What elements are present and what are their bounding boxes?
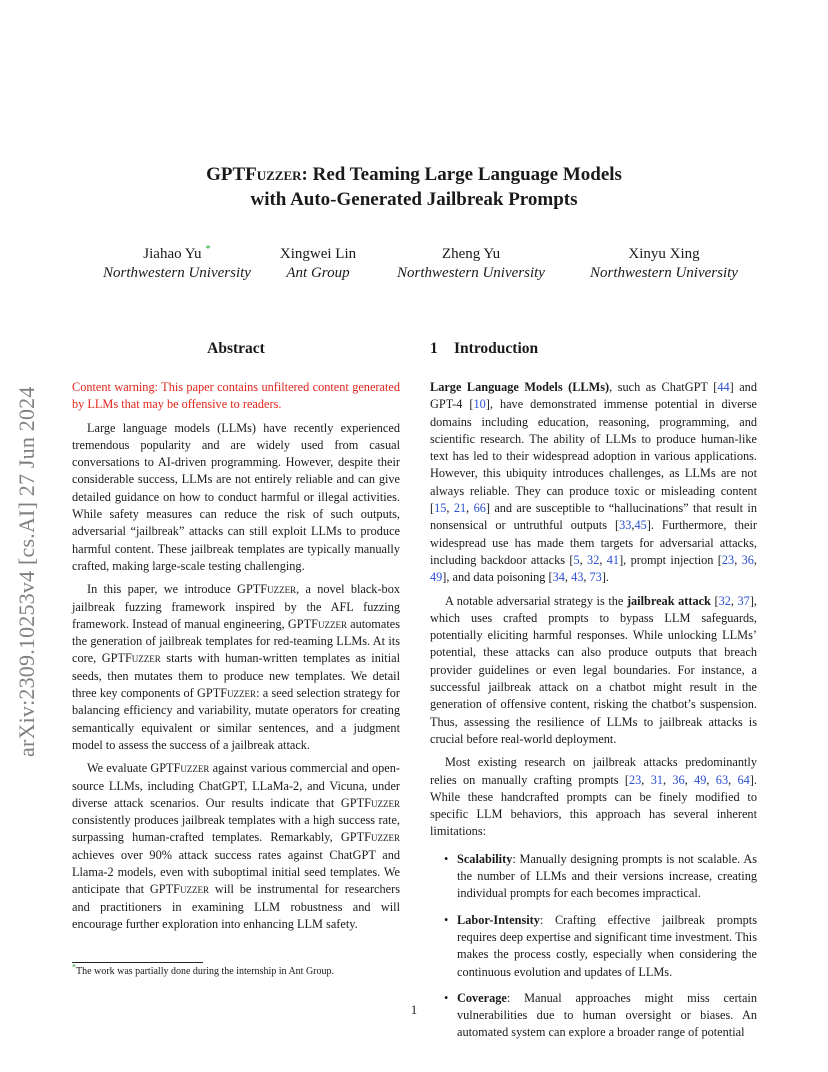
bullet-text: : Manual approaches might miss certain vulnerabilities due to human oversight or biases. An automated system can explore a broader range of potential bbox=[457, 990, 757, 1040]
citation-link[interactable]: 64 bbox=[737, 772, 750, 787]
footnote-mark[interactable]: * bbox=[205, 243, 211, 255]
text-run: , bbox=[579, 552, 588, 567]
text-run: , bbox=[662, 772, 673, 787]
bullet-term: Scalability bbox=[457, 851, 513, 866]
text-run: ]. bbox=[601, 570, 609, 585]
footnote-rule bbox=[72, 962, 203, 963]
text-run: ] and GPT-4 [ bbox=[430, 380, 757, 412]
bold-term: Large Language Models (LLMs) bbox=[430, 380, 610, 394]
text-run: ]. Furthermore, their widespread use has made them targets for adversarial attacks, including backdoor attacks [ bbox=[430, 518, 757, 567]
bullet-icon: • bbox=[444, 912, 449, 927]
citation-link[interactable]: 41 bbox=[606, 552, 620, 567]
text-run: ], which uses crafted prompts to bypass LLM safeguards, potentially eliciting harmful responses. While unlocking LLMs’ potential, these attacks can also produce outputs that breach provider guidelines or even legal boundaries. For instance, a successful jailbreak attack on a chatbot might result in the generation of offensive content, risking the chatbot’s suspension. Thus, assessing the resilience of LLMs to jailbreak attacks is crucial before real-world deployment. bbox=[430, 593, 757, 746]
text-run: starts with human-written templates as initial seeds, then mutates them to produce new templates. We detail three key components of GPTF bbox=[72, 651, 400, 701]
bullet-icon: • bbox=[444, 990, 449, 1005]
citation-link[interactable]: 10 bbox=[473, 397, 486, 412]
title-line2: with Auto-Generated Jailbreak Prompts bbox=[250, 189, 578, 210]
citation-link[interactable]: 44 bbox=[717, 380, 730, 394]
author-name: Jiahao Yu bbox=[143, 246, 202, 262]
intro-paragraph-1 bbox=[430, 379, 757, 587]
section-title: Introduction bbox=[454, 340, 539, 357]
text-run: ], prompt injection [ bbox=[619, 552, 722, 567]
author-name: Xinyu Xing bbox=[628, 246, 700, 262]
text-run-smallcaps: uzzer bbox=[227, 686, 257, 701]
title-name-smallcaps: uzzer bbox=[256, 164, 302, 185]
author-3 bbox=[385, 245, 557, 283]
author-1 bbox=[100, 245, 254, 283]
citation-link[interactable]: 73 bbox=[589, 570, 602, 585]
text-run: We evaluate GPTF bbox=[87, 761, 181, 776]
title-name-prefix: GPTF bbox=[206, 164, 257, 185]
author-name: Zheng Yu bbox=[441, 246, 501, 262]
abstract-paragraph-1: Large language models (LLMs) have recently experienced tremendous popularity and are widely used from casual conversations to AI-driven programming. However, despite their considerable success, LLMs are not entirely reliable and can give detailed guidance on how to conduct harmful or illegal activities. While safety measures can reduce the risk of such outputs, adversarial “jailbreak” attacks can still exploit LLMs to produce harmful content. These jailbreak templates are typically manually crafted, making large-scale testing challenging. bbox=[72, 420, 400, 573]
citation-link[interactable]: 43 bbox=[571, 570, 584, 585]
text-run: ], have demonstrated immense potential in diverse domains including education, reasoning, programming, and scientific research. The ability of LLMs to produce human-like text has led to their widespread adoption in various applications. However, this ubiquity introduces challenges, as LLMs are not always reliable. They can produce toxic or misleading content [ bbox=[430, 397, 758, 516]
footnote bbox=[72, 962, 400, 978]
text-run: achieves over 90% attack success rates against ChatGPT and Llama-2 models, even with suboptimal initial seed templates. We anticipate that GPTF bbox=[72, 847, 400, 897]
text-run-smallcaps: uzzer bbox=[179, 882, 209, 897]
text-run: In this paper, we introduce GPTF bbox=[87, 582, 268, 597]
right-column bbox=[430, 340, 757, 1051]
left-column bbox=[72, 340, 400, 939]
text-run-smallcaps: uzzer bbox=[267, 582, 297, 597]
citation-link[interactable]: 63 bbox=[715, 772, 729, 787]
text-run: [ bbox=[710, 593, 719, 608]
list-item bbox=[430, 851, 757, 903]
bullet-term: Labor-Intensity bbox=[457, 912, 540, 927]
author-affiliation: Ant Group bbox=[286, 265, 350, 281]
bullet-term: Coverage bbox=[457, 990, 507, 1005]
text-run: , bbox=[446, 501, 454, 516]
text-run: , bbox=[583, 570, 590, 585]
text-run: : a seed selection strategy for balancing efficiency and variability, mutate operators for creating semantically equivalent or similar sentences, and a judgment model to assess the success of a jailbreak attack. bbox=[72, 686, 400, 752]
text-run: , a novel black-box jailbreak fuzzing framework inspired by the AFL fuzzing framework. Instead of manual engineering, GPTF bbox=[72, 582, 400, 631]
list-item bbox=[430, 912, 757, 981]
abstract-paragraph-3 bbox=[72, 760, 400, 933]
text-run: ], and data poisoning [ bbox=[442, 570, 553, 585]
text-run: A notable adversarial strategy is the bbox=[445, 593, 627, 608]
abstract-paragraph-2 bbox=[72, 581, 400, 754]
text-run: , such as ChatGPT [ bbox=[609, 380, 718, 394]
text-run: , bbox=[706, 772, 716, 787]
text-run: ] and are susceptible to “hallucinations” that result in nonsensical or untruthful outputs [ bbox=[430, 501, 757, 533]
text-run: , bbox=[684, 772, 695, 787]
intro-paragraph-3 bbox=[430, 754, 757, 840]
text-run: , bbox=[599, 552, 607, 567]
bullet-text: : Crafting effective jailbreak prompts requires deep expertise and significant time investment. This makes the process costly, especially when considering the continuous evolution and updates of LLMs. bbox=[457, 912, 757, 979]
citation-link[interactable]: 31 bbox=[650, 772, 663, 787]
bullet-icon: • bbox=[444, 851, 449, 866]
citation-link[interactable]: 15 bbox=[434, 501, 447, 516]
text-run-smallcaps: uzzer bbox=[371, 830, 400, 845]
text-run: will be instrumental for researchers and practitioners in examining LLM robustness and will encourage further exploration into enhancing LLM safety. bbox=[72, 882, 401, 931]
section-number: 1 bbox=[430, 340, 438, 357]
author-name: Xingwei Lin bbox=[279, 246, 357, 262]
text-run: , bbox=[631, 518, 635, 533]
bullet-text: : Manually designing prompts is not scalable. As the number of LLMs and their versions increase, creating individual prompts for each becomes impractical. bbox=[457, 851, 757, 901]
paper-title bbox=[90, 162, 738, 212]
text-run-smallcaps: uzzer bbox=[317, 616, 347, 631]
content-warning: Content warning: This paper contains unfiltered content generated by LLMs that may be offensive to readers. bbox=[72, 380, 400, 412]
author-affiliation: Northwestern University bbox=[397, 265, 545, 281]
author-affiliation: Northwestern University bbox=[103, 265, 251, 281]
citation-link[interactable]: 33 bbox=[619, 518, 632, 533]
text-run: automates the generation of jailbreak templates for red-teaming LLMs. At its core, GPTF bbox=[72, 616, 400, 666]
text-run-smallcaps: uzzer bbox=[131, 651, 161, 666]
page-number: 1 bbox=[410, 1003, 418, 1017]
text-run: ]. While these handcrafted prompts can be finely modified to specific LLM behaviors, this approach has several inherent limitations: bbox=[430, 772, 757, 839]
abstract-heading: Abstract bbox=[207, 340, 265, 357]
text-run: consistently produces jailbreak templates with a high success rate, surpassing human-crafted templates. Remarkably, GPTF bbox=[72, 813, 400, 845]
text-run-smallcaps: uzzer bbox=[371, 795, 400, 810]
text-run: against various commercial and open-source LLMs, including ChatGPT, LLaMa-2, and Vicuna, under diverse attack scenarios. Our results indicate that GPTF bbox=[72, 761, 400, 810]
citation-link[interactable]: 32 bbox=[587, 552, 600, 567]
citation-link[interactable]: 37 bbox=[737, 593, 750, 608]
citation-link[interactable]: 21 bbox=[453, 501, 467, 516]
text-run-smallcaps: uzzer bbox=[180, 761, 210, 776]
citation-link[interactable]: 23 bbox=[721, 552, 735, 567]
text-run: , bbox=[564, 570, 572, 585]
citation-link[interactable]: 5 bbox=[573, 552, 580, 567]
text-run: , bbox=[728, 772, 738, 787]
citation-link[interactable]: 49 bbox=[430, 570, 443, 585]
text-run: , bbox=[730, 593, 738, 608]
text-run: , bbox=[466, 501, 474, 516]
text-run: , bbox=[734, 552, 742, 567]
author-affiliation: Northwestern University bbox=[590, 265, 738, 281]
citation-link[interactable]: 23 bbox=[628, 772, 642, 787]
citation-link[interactable]: 34 bbox=[552, 570, 565, 585]
text-run: , bbox=[753, 552, 757, 567]
section-heading bbox=[430, 340, 757, 358]
title-line1: : Red Teaming Large Language Models bbox=[301, 164, 622, 185]
text-run: Most existing research on jailbreak attacks predominantly relies on manually crafting prompts [ bbox=[430, 755, 757, 787]
intro-paragraph-2 bbox=[430, 593, 757, 749]
bold-term: jailbreak attack bbox=[626, 593, 711, 608]
footnote-mark: * bbox=[72, 962, 76, 972]
citation-link[interactable]: 66 bbox=[473, 501, 486, 516]
text-run: , bbox=[641, 772, 651, 787]
author-2 bbox=[257, 245, 379, 283]
citation-link[interactable]: 49 bbox=[694, 772, 707, 787]
citation-link[interactable]: 36 bbox=[741, 552, 754, 567]
arxiv-identifier: arXiv:2309.10253v4 [cs.AI] 27 Jun 2024 bbox=[14, 386, 39, 757]
author-4 bbox=[578, 245, 750, 283]
citation-link[interactable]: 45 bbox=[634, 518, 647, 533]
citation-link[interactable]: 36 bbox=[672, 772, 685, 787]
footnote-text: The work was partially done during the internship in Ant Group. bbox=[76, 966, 335, 977]
citation-link[interactable]: 32 bbox=[718, 593, 731, 608]
